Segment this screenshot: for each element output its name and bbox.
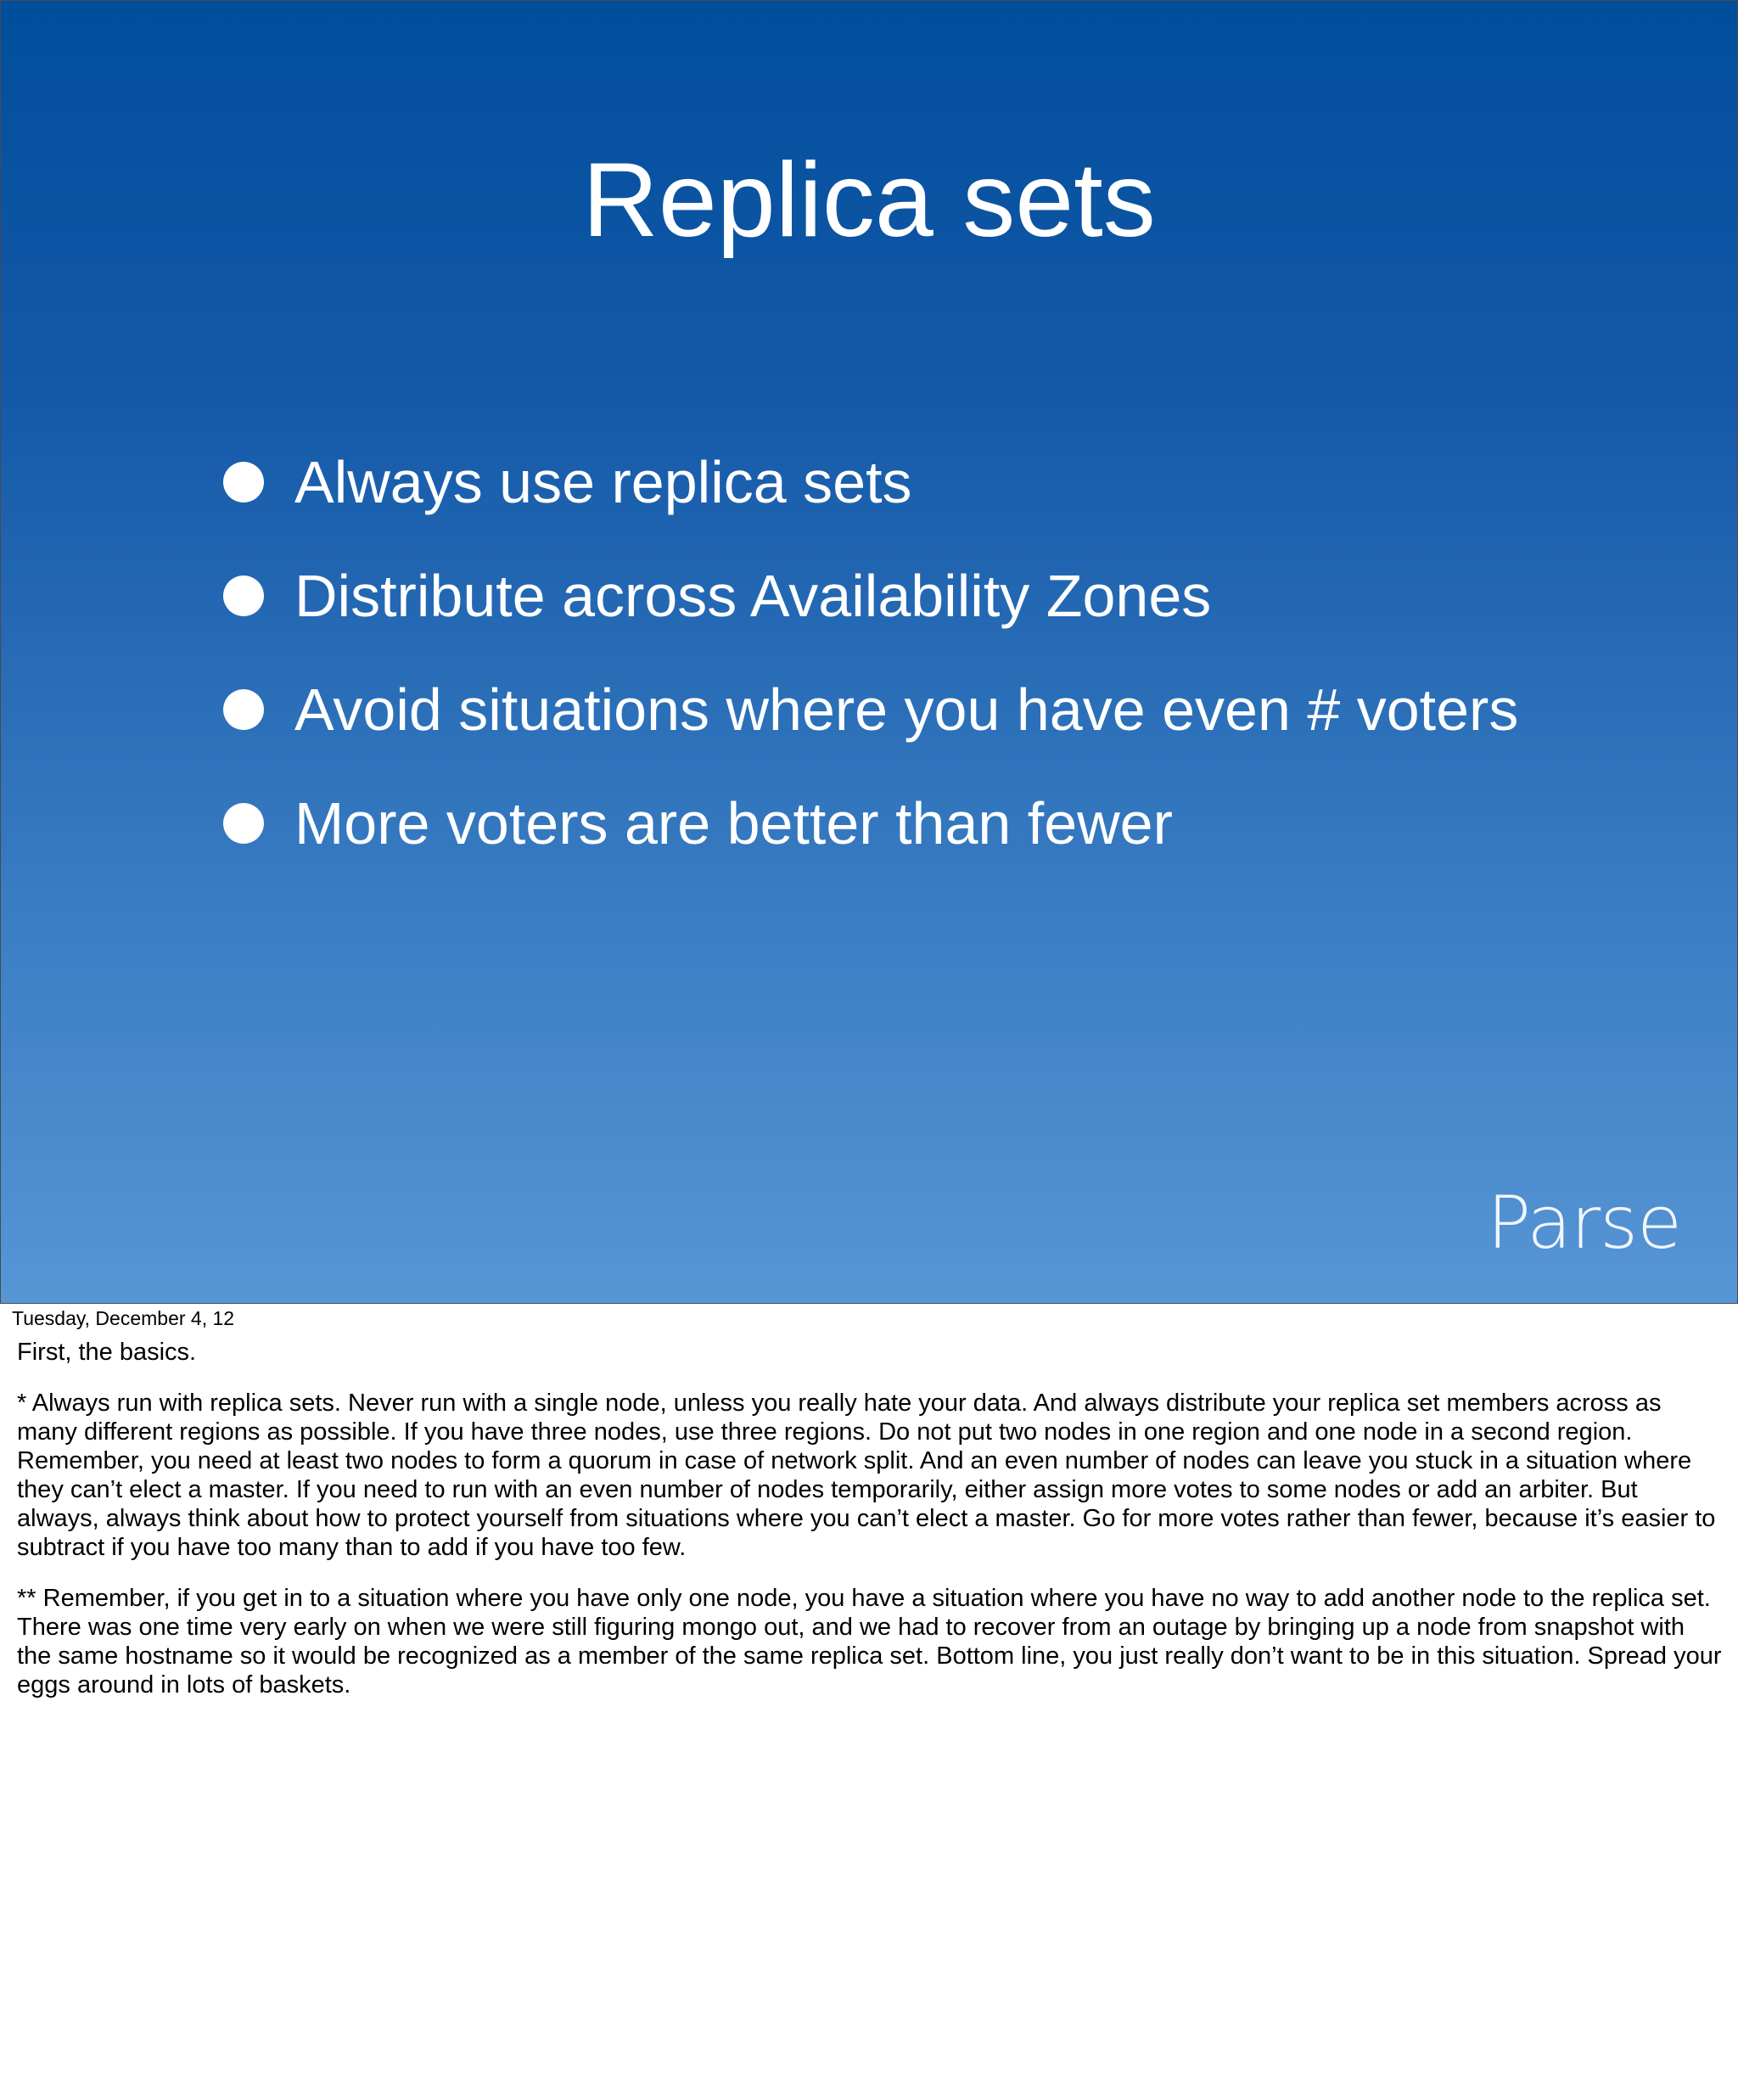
bullet-item [223,766,1518,880]
notes-paragraph: First, the basics. [17,1339,197,1366]
bullet-item [223,653,1518,766]
bullet-list [223,425,1518,880]
bullet-dot-icon [223,576,264,616]
notes-date: Tuesday, December 4, 12 [12,1307,235,1329]
bullet-dot-icon [223,689,264,730]
bullet-dot-icon [223,462,264,503]
bullet-item [223,425,1518,539]
bullet-item [223,539,1518,653]
notes-paragraph: ** Remember, if you get in to a situation where you have only one node, you have a situation where you have no way to add another node to the replica set. There was one time very early on when we were still figuring mongo out, and we had to recover from an outage by bringing up a node from snapshot with the same hostname so it would be recognized as a member of the same replica set. Bottom line, you just really don’t want to be in this situation. Spread your eggs around in lots of baskets. [17,1585,1722,1699]
bullet-text: Always use replica sets [294,449,912,515]
bullet-text: More voters are better than fewer [294,790,1173,856]
slide-title: Replica sets [582,142,1156,259]
bullet-dot-icon [223,803,264,844]
parse-logo: Parse [1487,1181,1681,1266]
bullet-text: Avoid situations where you have even # voters [294,677,1519,743]
bullet-text: Distribute across Availability Zones [294,563,1212,629]
speaker-notes [17,1338,1723,1721]
notes-paragraph: * Always run with replica sets. Never run with a single node, unless you really hate your data. And always distribute your replica set members across as many different regions as possible. If you have three nodes, use three regions. Do not put two nodes in one region and one node in a second region. Remember, you need at least two nodes to form a quorum in case of network split. And an even number of nodes can leave you stuck in a situation where they can’t elect a master. If you need to run with an even number of nodes temporarily, either assign more votes to some nodes or add an arbiter. But always, always think about how to protect yourself from situations where you can’t elect a master. Go for more votes rather than fewer, because it’s easier to subtract if you have too many than to add if you have too few. [17,1390,1716,1561]
